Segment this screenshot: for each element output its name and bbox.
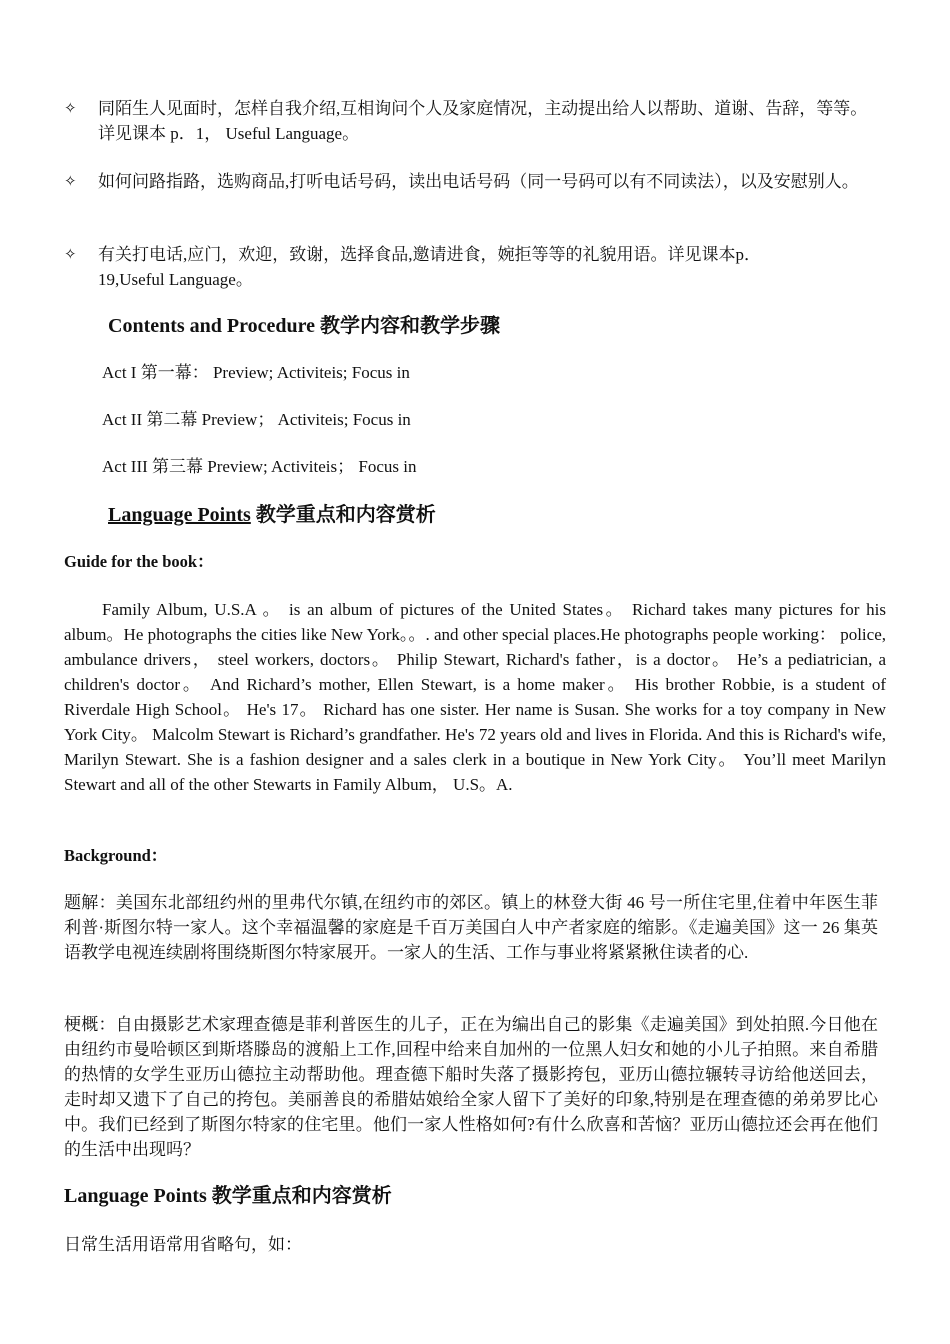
- bullet-text: 同陌生人见面时，怎样自我介绍,互相询问个人及家庭情况，主动提出给人以帮助、道谢、告辞，等等。详见课本 p．1， Useful Language。: [98, 99, 868, 143]
- act-1: Act I 第一幕： Preview; Activiteis; Focus in: [102, 363, 410, 382]
- bullet-text: 如何问路指路，选购商品,打听电话号码，读出电话号码（同一号码可以有不同读法），以及安慰别人。: [98, 172, 859, 191]
- act-3: Act III 第三幕 Preview; Activiteis； Focus in: [102, 457, 417, 476]
- background-label: Background：: [64, 846, 168, 865]
- bullet-item: [64, 96, 884, 146]
- background-paragraph-1: 题解：美国东北部纽约州的里弗代尔镇,在纽约市的郊区。镇上的林登大街 46 号一所住宅里,住着中年医生菲利普·斯图尔特一家人。这个幸福温馨的家庭是千百万美国白人中产者家庭的缩影。《走遍美国》这一 26 集英语教学电视连续剧将围绕斯图尔特家展开。一家人的生活、工作与事业将紧紧揪住读者的心.: [64, 893, 878, 962]
- language-points-underlined: Language Points: [108, 504, 251, 526]
- act-2: Act II 第二幕 Preview； Activiteis; Focus in: [102, 410, 411, 429]
- diamond-star-icon: ✧: [64, 172, 77, 190]
- diamond-star-icon: ✧: [64, 245, 77, 263]
- language-points-rest: 教学重点和内容赏析: [250, 504, 436, 526]
- bullet-item: [64, 242, 824, 292]
- background-paragraph-2: 梗概：自由摄影艺术家理查德是菲利普医生的儿子，正在为编出自己的影集《走遍美国》到处拍照.今日他在由纽约市曼哈顿区到斯塔滕岛的渡船上工作,回程中给来自加州的一位黑人妇女和她的小儿子拍照。来自希腊的热情的女学生亚历山德拉主动帮助他。理查德下船时失落了摄影挎包，亚历山德拉辗转寻访给他送回去，走时却又遗下了自己的挎包。美丽善良的希腊姑娘给全家人留下了美好的印象,特别是在理查德的弟弟罗比心中。我们已经到了斯图尔特家的住宅里。他们一家人性格如何?有什么欣喜和苦恼？亚历山德拉还会再在他们的生活中出现吗？: [64, 1015, 878, 1159]
- language-points-heading: [108, 502, 436, 528]
- guide-paragraph: Family Album, U.S.A 。 is an album of pictures of the United States。 Richard takes many pictures for his album。He photographs the cities like New York。。. and other special places.He photographs people working： police, ambulance drivers， steel workers, doctors。 Philip Stewart, Richard's father，is a doctor。 He’s a pediatrician, a children's doctor。 And Richard’s mother, Ellen Stewart, is a home maker。 His brother Robbie, is a student of Riverdale High School。 He's 17。 Richard has one sister. Her name is Susan. She works for a toy company in New York City。 Malcolm Stewart is Richard’s grandfather. He's 72 years old and lives in Florida. And this is Richard's wife, Marilyn Stewart. She is a fashion designer and a sales clerk in a boutique in New York City。 You’ll meet Marilyn Stewart and all of the other Stewarts in Family Album， U.S。A.: [64, 600, 886, 794]
- bullet-item: [64, 169, 884, 194]
- bullet-text: 有关打电话,应门，欢迎，致谢，选择食品,邀请进食，婉拒等等的礼貌用语。详见课本p．19,Useful Language。: [98, 245, 761, 289]
- language-points-heading-2: Language Points 教学重点和内容赏析: [64, 1185, 392, 1207]
- diamond-star-icon: ✧: [64, 99, 77, 117]
- closing-text: 日常生活用语常用省略句，如：: [64, 1235, 302, 1254]
- contents-heading: Contents and Procedure 教学内容和教学步骤: [108, 315, 501, 337]
- guide-label: Guide for the book：: [64, 552, 214, 571]
